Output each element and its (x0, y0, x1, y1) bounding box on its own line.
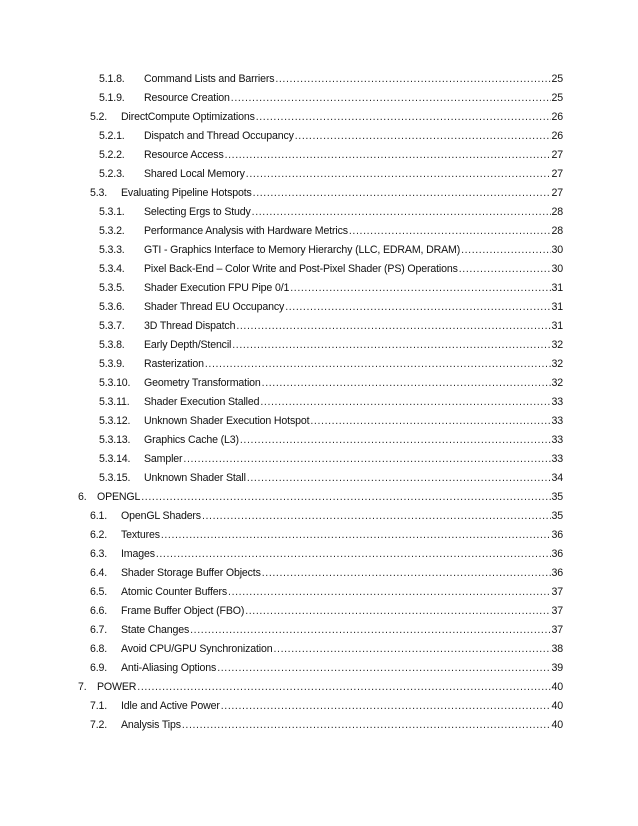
dot-leader (310, 415, 550, 427)
dot-leader (285, 301, 550, 313)
toc-entry-number: 6.3. (90, 548, 108, 560)
dot-leader (182, 719, 551, 731)
toc-entry-page: 40 (551, 681, 563, 693)
toc-entry-title: Rasterization (144, 358, 204, 370)
toc-entry-page: 37 (551, 605, 563, 617)
toc-entry[interactable] (99, 472, 563, 490)
toc-entry-title: State Changes (121, 624, 190, 636)
toc-entry-page: 33 (551, 453, 563, 465)
toc-entry[interactable] (90, 605, 563, 623)
toc-entry[interactable] (99, 263, 563, 281)
toc-entry-page: 35 (551, 510, 563, 522)
dot-leader (232, 339, 550, 351)
toc-entry-page: 37 (551, 624, 563, 636)
toc-entry-number: 5.2.3. (99, 168, 125, 180)
toc-entry-page: 27 (551, 187, 563, 199)
dot-leader (245, 605, 550, 617)
toc-entry[interactable] (99, 377, 563, 395)
toc-entry[interactable] (90, 187, 563, 205)
toc-entry-title: Idle and Active Power (121, 700, 220, 712)
toc-entry-page: 25 (551, 92, 563, 104)
toc-entry[interactable] (99, 92, 563, 110)
toc-entry-number: 6. (78, 491, 87, 503)
dot-leader (217, 662, 550, 674)
dot-leader (459, 263, 551, 275)
toc-entry-number: 7.1. (90, 700, 108, 712)
toc-entry-title: Geometry Transformation (144, 377, 261, 389)
toc-entry[interactable] (90, 111, 563, 129)
toc-entry-title: Unknown Shader Stall (144, 472, 246, 484)
toc-entry-number: 5.3.6. (99, 301, 125, 313)
dot-leader (231, 92, 551, 104)
toc-entry-page: 36 (551, 567, 563, 579)
toc-entry[interactable] (99, 282, 563, 300)
toc-entry-title: Selecting Ergs to Study (144, 206, 251, 218)
toc-entry-page: 27 (551, 149, 563, 161)
toc-entry-page: 36 (551, 548, 563, 560)
toc-entry[interactable] (99, 73, 563, 91)
toc-entry[interactable] (99, 453, 563, 471)
toc-entry[interactable] (78, 491, 563, 509)
toc-entry[interactable] (99, 358, 563, 376)
toc-entry-number: 6.9. (90, 662, 108, 674)
toc-entry[interactable] (90, 548, 563, 566)
toc-entry-number: 5.2.1. (99, 130, 125, 142)
dot-leader (253, 187, 551, 199)
toc-entry-title: Frame Buffer Object (FBO) (121, 605, 245, 617)
toc-entry-title: OpenGL Shaders (121, 510, 201, 522)
toc-entry-number: 5.3.3. (99, 244, 125, 256)
toc-entry-title: Unknown Shader Execution Hotspot (144, 415, 310, 427)
dot-leader (349, 225, 551, 237)
toc-entry[interactable] (90, 643, 563, 661)
toc-entry-number: 5.3.8. (99, 339, 125, 351)
toc-entry-number: 5.3. (90, 187, 108, 199)
toc-entry-title: Pixel Back-End – Color Write and Post-Pixel Shader (PS) Operations (144, 263, 458, 275)
toc-entry-title: DirectCompute Optimizations (121, 111, 255, 123)
toc-entry-number: 6.8. (90, 643, 108, 655)
toc-entry-number: 5.3.9. (99, 358, 125, 370)
toc-entry[interactable] (90, 719, 563, 737)
toc-entry[interactable] (99, 320, 563, 338)
toc-entry-page: 32 (551, 339, 563, 351)
toc-entry-number: 7.2. (90, 719, 108, 731)
toc-entry-number: 6.6. (90, 605, 108, 617)
toc-entry[interactable] (99, 244, 563, 262)
toc-entry-title: Shader Execution Stalled (144, 396, 260, 408)
toc-entry-page: 33 (551, 434, 563, 446)
toc-entry[interactable] (90, 700, 563, 718)
toc-entry-number: 5.3.14. (99, 453, 131, 465)
dot-leader (156, 548, 551, 560)
toc-entry-page: 34 (551, 472, 563, 484)
toc-entry-title: Atomic Counter Buffers (121, 586, 228, 598)
dot-leader (228, 586, 550, 598)
dot-leader (190, 624, 550, 636)
toc-entry-page: 25 (551, 73, 563, 85)
toc-entry[interactable] (99, 149, 563, 167)
toc-entry-number: 5.3.13. (99, 434, 131, 446)
toc-entry-page: 40 (551, 700, 563, 712)
toc-entry[interactable] (99, 168, 563, 186)
dot-leader (295, 130, 551, 142)
toc-entry-page: 26 (551, 130, 563, 142)
dot-leader (202, 510, 551, 522)
toc-entry[interactable] (90, 586, 563, 604)
toc-entry-title: Images (121, 548, 155, 560)
dot-leader (141, 491, 550, 503)
toc-entry-number: 5.3.1. (99, 206, 125, 218)
toc-entry[interactable] (99, 434, 563, 452)
toc-entry-title: GTI - Graphics Interface to Memory Hierarchy (LLC, EDRAM, DRAM) (144, 244, 461, 256)
toc-entry-page: 37 (551, 586, 563, 598)
dot-leader (161, 529, 551, 541)
toc-entry-page: 36 (551, 529, 563, 541)
toc-entry-title: Resource Creation (144, 92, 230, 104)
toc-entry-number: 5.3.5. (99, 282, 125, 294)
toc-entry-page: 33 (551, 396, 563, 408)
toc-entry[interactable] (99, 301, 563, 319)
dot-leader (262, 567, 551, 579)
toc-entry-number: 6.4. (90, 567, 108, 579)
dot-leader (221, 700, 551, 712)
toc-entry-title: Resource Access (144, 149, 224, 161)
toc-entry-page: 27 (551, 168, 563, 180)
toc-entry-title: Anti-Aliasing Options (121, 662, 217, 674)
toc-entry-page: 31 (551, 282, 563, 294)
dot-leader (256, 111, 551, 123)
dot-leader (225, 149, 551, 161)
toc-entry-title: Command Lists and Barriers (144, 73, 275, 85)
toc-entry-page: 26 (551, 111, 563, 123)
toc-entry-page: 28 (551, 206, 563, 218)
toc-entry-number: 6.5. (90, 586, 108, 598)
toc-entry-page: 30 (551, 263, 563, 275)
toc-entry-number: 6.2. (90, 529, 108, 541)
toc-entry-page: 33 (551, 415, 563, 427)
toc-entry-number: 6.7. (90, 624, 108, 636)
toc-entry-number: 5.3.7. (99, 320, 125, 332)
dot-leader (262, 377, 551, 389)
toc-entry-page: 35 (551, 491, 563, 503)
dot-leader (236, 320, 550, 332)
toc-entry[interactable] (99, 339, 563, 357)
toc-entry-page: 28 (551, 225, 563, 237)
toc-entry-page: 39 (551, 662, 563, 674)
dot-leader (240, 434, 551, 446)
toc-entry[interactable] (78, 681, 563, 699)
toc-entry-title: Sampler (144, 453, 183, 465)
toc-entry-number: 5.3.15. (99, 472, 131, 484)
toc-entry-number: 5.3.10. (99, 377, 131, 389)
dot-leader (275, 73, 550, 85)
dot-leader (252, 206, 551, 218)
toc-entry-title: Textures (121, 529, 160, 541)
toc-entry-number: 5.3.12. (99, 415, 131, 427)
toc-entry[interactable] (99, 130, 563, 148)
toc-entry[interactable] (90, 624, 563, 642)
toc-entry-title: OPENGL (97, 491, 141, 503)
toc-entry-number: 5.1.8. (99, 73, 125, 85)
toc-entry-number: 7. (78, 681, 87, 693)
toc-entry-title: Shader Storage Buffer Objects (121, 567, 261, 579)
dot-leader (246, 168, 551, 180)
dot-leader (183, 453, 550, 465)
toc-entry-title: Shader Execution FPU Pipe 0/1 (144, 282, 290, 294)
toc-entry-number: 5.1.9. (99, 92, 125, 104)
toc-entry-page: 30 (551, 244, 563, 256)
toc-entry[interactable] (99, 225, 563, 243)
toc-entry-page: 40 (551, 719, 563, 731)
dot-leader (260, 396, 550, 408)
toc-entry-title: Early Depth/Stencil (144, 339, 232, 351)
dot-leader (205, 358, 551, 370)
toc-entry-title: Shared Local Memory (144, 168, 245, 180)
toc-entry-title: Analysis Tips (121, 719, 181, 731)
toc-entry-number: 5.2.2. (99, 149, 125, 161)
toc-entry-title: Evaluating Pipeline Hotspots (121, 187, 252, 199)
toc-entry-title: Graphics Cache (L3) (144, 434, 239, 446)
toc-entry-title: Performance Analysis with Hardware Metrics (144, 225, 348, 237)
toc-entry-title: Avoid CPU/GPU Synchronization (121, 643, 273, 655)
toc-entry[interactable] (99, 415, 563, 433)
toc-entry-title: 3D Thread Dispatch (144, 320, 236, 332)
toc-entry-number: 5.3.11. (99, 396, 130, 408)
toc-entry[interactable] (90, 662, 563, 680)
toc-entry[interactable] (90, 529, 563, 547)
toc-entry-title: POWER (97, 681, 137, 693)
dot-leader (290, 282, 550, 294)
toc-entry-title: Shader Thread EU Occupancy (144, 301, 285, 313)
dot-leader (274, 643, 551, 655)
toc-entry-page: 38 (551, 643, 563, 655)
dot-leader (137, 681, 550, 693)
toc-entry[interactable] (99, 206, 563, 224)
toc-entry-number: 5.3.2. (99, 225, 125, 237)
dot-leader (247, 472, 551, 484)
toc-entry[interactable] (90, 510, 563, 528)
toc-entry-page: 32 (551, 377, 563, 389)
toc-entry[interactable] (99, 396, 563, 414)
toc-entry-page: 31 (551, 301, 563, 313)
toc-entry[interactable] (90, 567, 563, 585)
toc-entry-number: 5.2. (90, 111, 108, 123)
toc-entry-number: 6.1. (90, 510, 108, 522)
toc-entry-number: 5.3.4. (99, 263, 125, 275)
dot-leader (461, 244, 550, 256)
toc-entry-page: 32 (551, 358, 563, 370)
toc-entry-title: Dispatch and Thread Occupancy (144, 130, 294, 142)
toc-entry-page: 31 (551, 320, 563, 332)
